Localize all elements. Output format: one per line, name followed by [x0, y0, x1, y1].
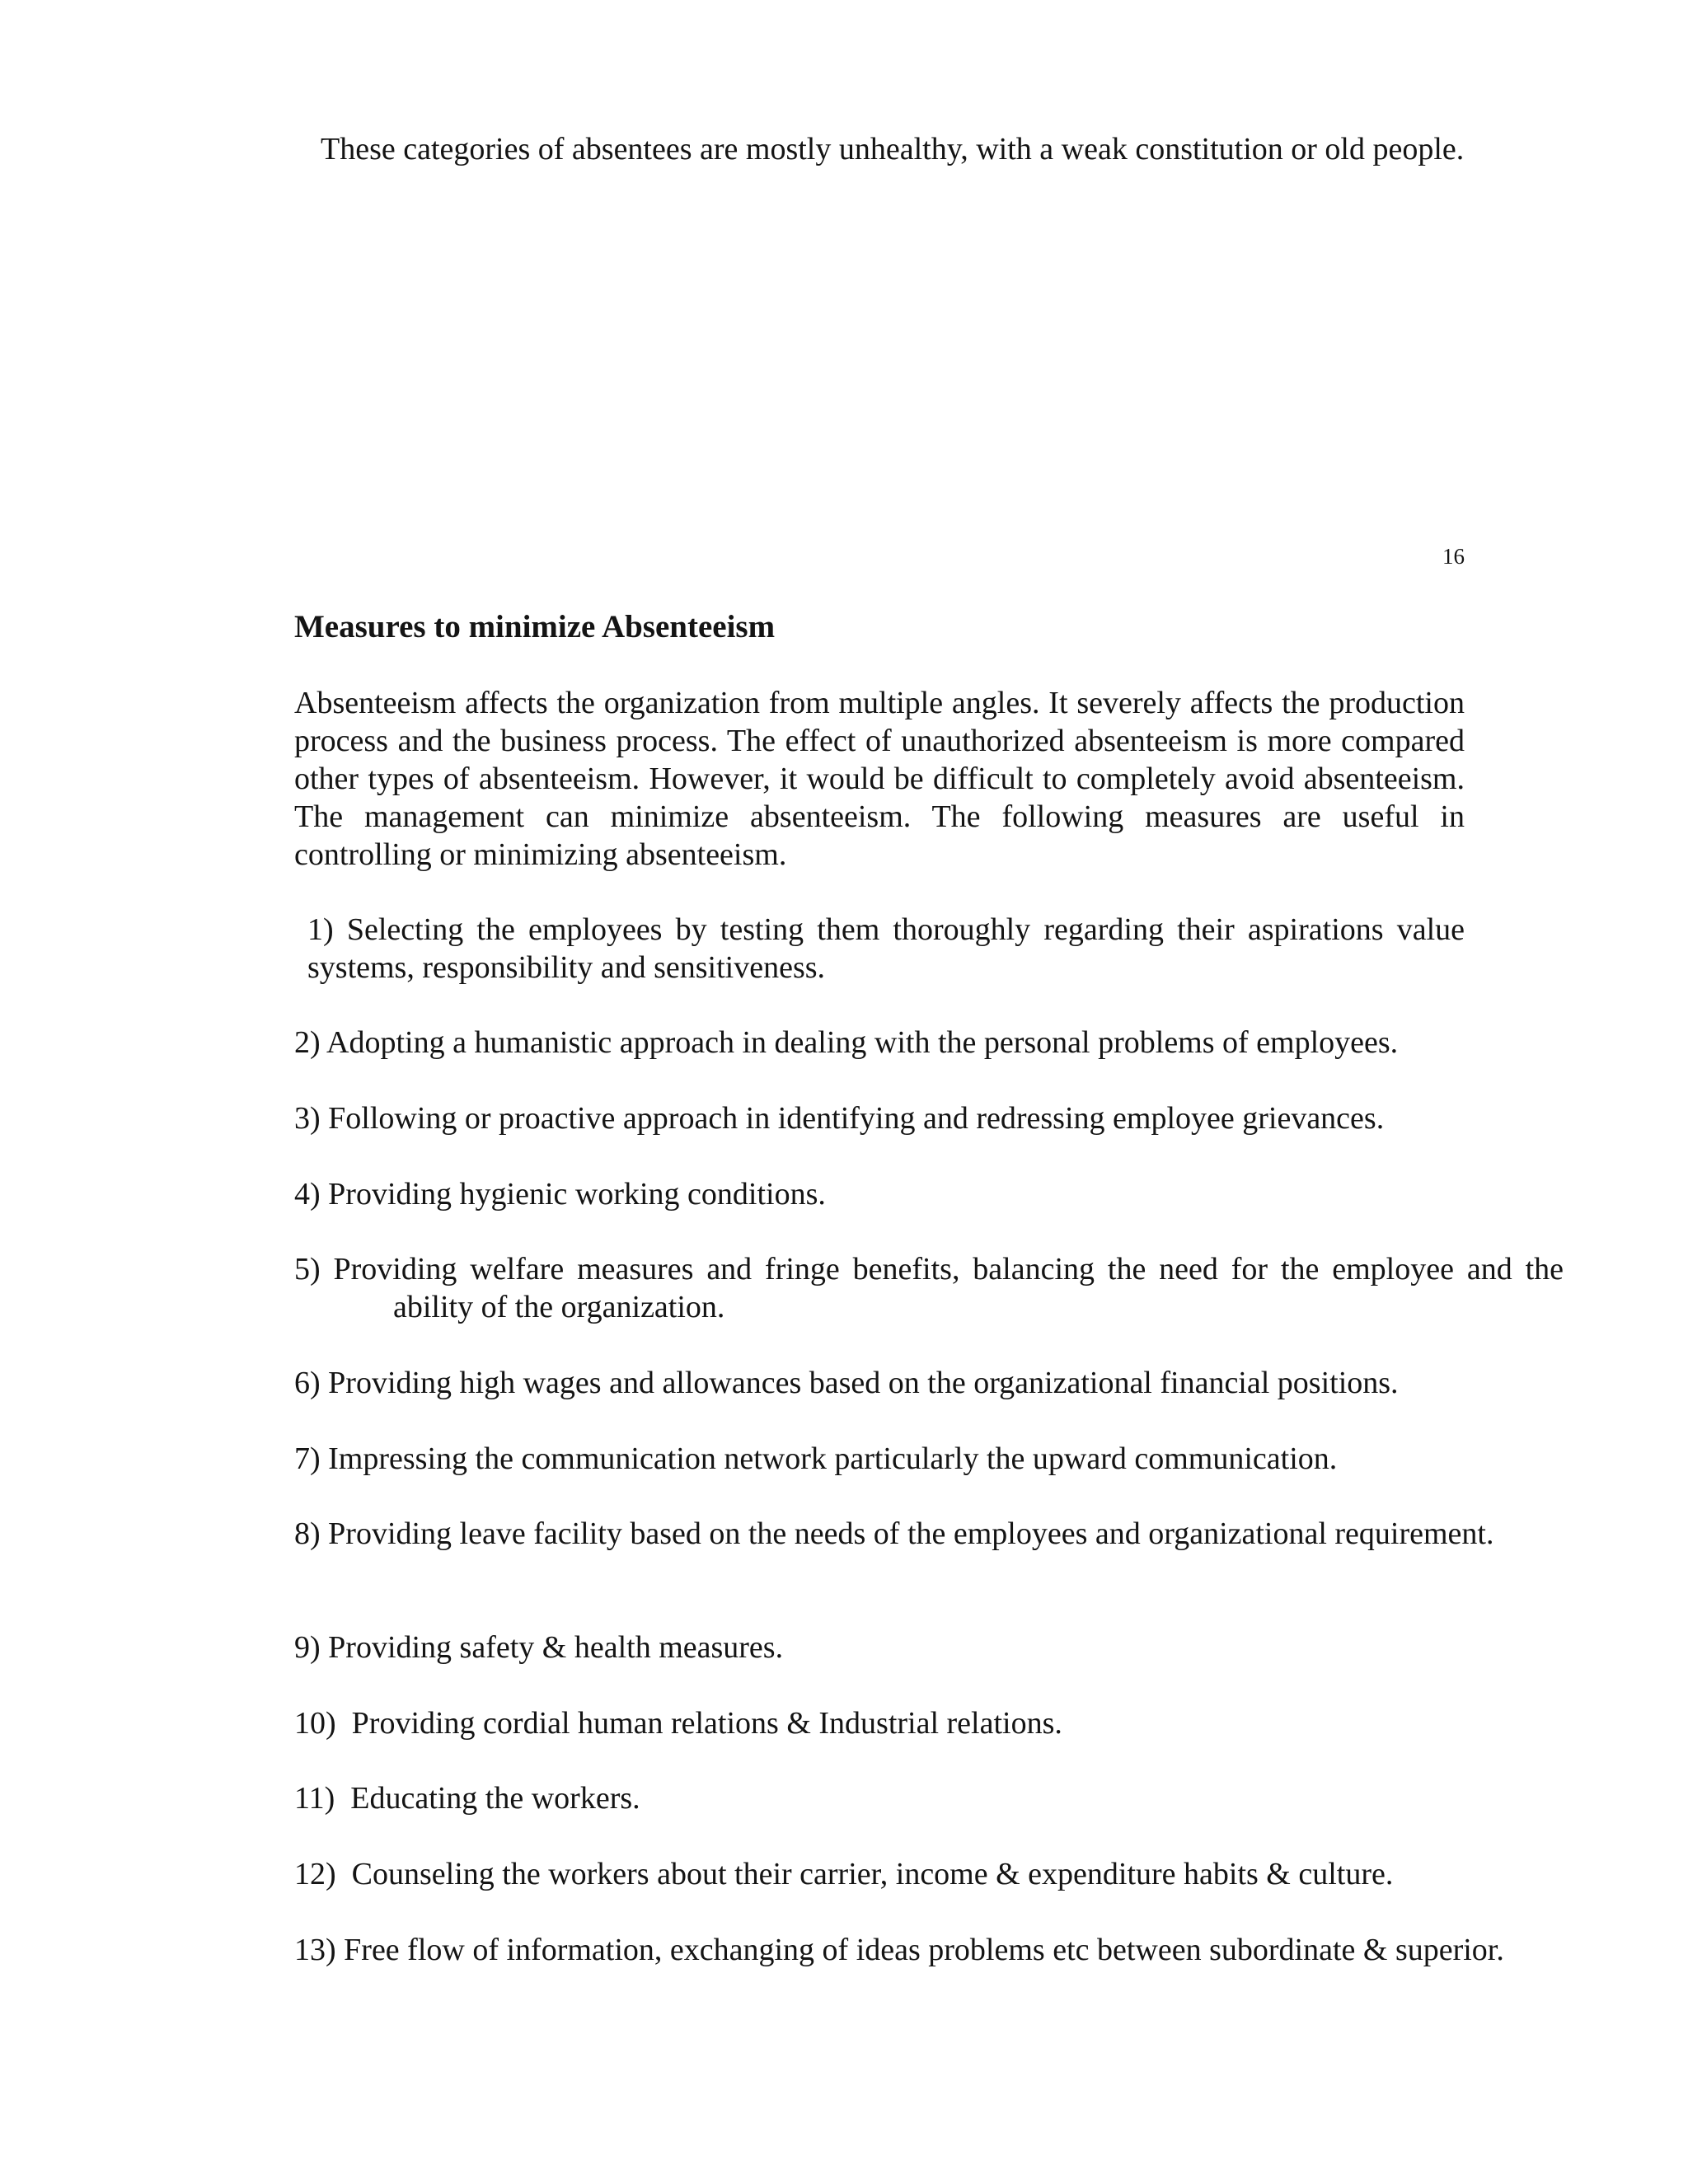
measure-item-3: 3) Following or proactive approach in identifying and redressing employee grievances. [294, 1101, 1385, 1136]
measure-item-4: 4) Providing hygienic working conditions. [294, 1177, 826, 1212]
measure-item-1: 1) Selecting the employees by testing them thoroughly regarding their aspirations value systems, responsibility and sensitiveness. [307, 912, 1465, 985]
measure-item-5: 5) Providing welfare measures and fringe benefits, balancing the need for the employee and the ability of the organization. [294, 1252, 1564, 1324]
top-paragraph: These categories of absentees are mostly unhealthy, with a weak constitution or old people. [321, 132, 1465, 166]
measure-item-13: 13) Free flow of information, exchanging of ideas problems etc between subordinate & superior. [294, 1933, 1504, 1967]
section-heading: Measures to minimize Absenteeism [294, 609, 776, 644]
measure-item-9: 9) Providing safety & health measures. [294, 1630, 784, 1665]
measure-item-2: 2) Adopting a humanistic approach in dealing with the personal problems of employees. [294, 1025, 1399, 1060]
measure-item-11: 11) Educating the workers. [294, 1781, 640, 1816]
measure-item-12: 12) Counseling the workers about their carrier, income & expenditure habits & culture. [294, 1857, 1394, 1891]
intro-paragraph: Absenteeism affects the organization from multiple angles. It severely affects the production process and the business process. The effect of unauthorized absenteeism is more compared other types of absenteeism. However, it would be difficult to completely avoid absenteeism. The management can minimize absenteeism. The following measures are useful in controlling or minimizing absenteeism. [294, 686, 1465, 872]
page-number: 16 [1442, 544, 1465, 569]
measure-item-6: 6) Providing high wages and allowances based on the organizational financial positions. [294, 1366, 1399, 1400]
measure-item-8: 8) Providing leave facility based on the needs of the employees and organizational requirement. [294, 1516, 1494, 1551]
measure-item-10: 10) Providing cordial human relations & Industrial relations. [294, 1706, 1062, 1741]
measure-item-7: 7) Impressing the communication network particularly the upward communication. [294, 1441, 1338, 1476]
